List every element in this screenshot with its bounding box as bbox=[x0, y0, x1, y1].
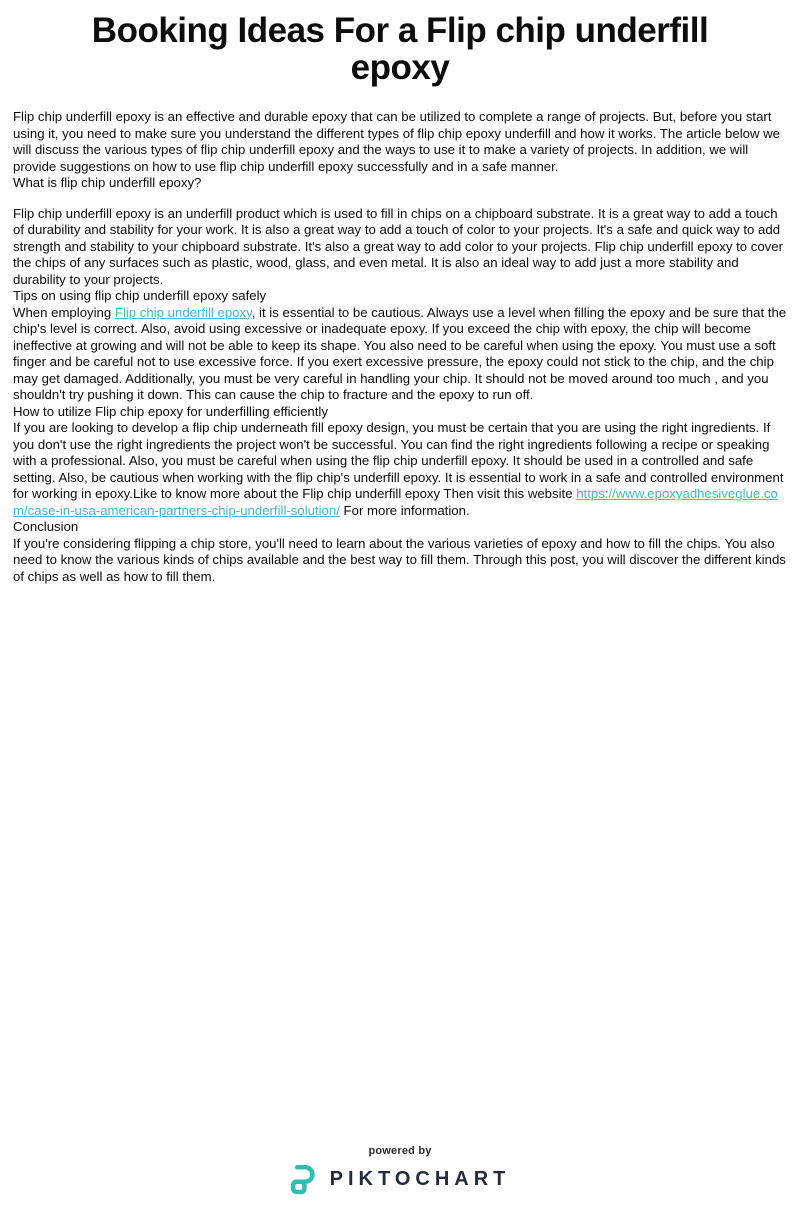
article-body bbox=[0, 109, 800, 585]
heading-tips: Tips on using flip chip underfill epoxy safely bbox=[13, 288, 267, 303]
piktochart-wordmark: PIKTOCHART bbox=[329, 1167, 511, 1190]
heading-conclusion: Conclusion bbox=[13, 519, 79, 534]
tips-text-after-link: , it is essential to be cautious. Always use a level when filling the epoxy and be sure that the chip's level is correct. Also, avoid using excessive or inadequate epoxy. If you exceed the chip with epoxy, the chip will become ineffective at growing and will not be able to keep its shape. You also need to be careful when using the epoxy. You must use a soft finger and be careful not to use excessive force. If you exert excessive pressure, the epoxy could not stick to the chip, and the chip may get damaged. Additionally, you must be very careful in handling your chip. It should not be moved around too much , and you shouldn't try pushing it down. This can cause the chip to fracture and the epoxy to run off. bbox=[13, 304, 787, 402]
flip-chip-underfill-epoxy-link[interactable]: Flip chip underfill epoxy bbox=[114, 304, 252, 320]
conclusion-paragraph: If you're considering flipping a chip store, you'll need to learn about the various varieties of epoxy and how to fill the chips. You also need to know the various kinds of chips available and the best way to fill them. Through this post, you will discover the different kinds of chips as well as how to fill them. bbox=[13, 535, 786, 584]
piktochart-logo[interactable] bbox=[0, 1163, 800, 1195]
epoxy-website-link[interactable]: https://www.epoxyadhesiveglue.com/case-in-usa-american-partners-chip-underfill-solution/ bbox=[13, 486, 778, 518]
intro-paragraph: Flip chip underfill epoxy is an effective and durable epoxy that can be utilized to complete a range of projects. But, before you start using it, you need to make sure you understand the different types of flip chip epoxy underfill and how it works. The article below we will discuss the various types of flip chip underfill epoxy and the ways to use it to make a variety of projects. In addition, we will provide suggestions on how to use flip chip underfill epoxy successfully and in a safe manner. bbox=[13, 109, 781, 174]
how-text-after-link: For more information. bbox=[339, 502, 470, 518]
powered-by-label: powered by bbox=[368, 1145, 432, 1157]
page-title: Booking Ideas For a Flip chip underfill epoxy bbox=[91, 11, 709, 87]
heading-what-is: What is flip chip underfill epoxy? bbox=[13, 175, 202, 190]
tips-paragraph bbox=[13, 305, 787, 404]
what-is-paragraph: Flip chip underfill epoxy is an underfill product which is used to fill in chips on a chipboard substrate. It is a great way to add a touch of durability and stability for your work. It is also a great way to add a touch of color to your projects. It's a safe and quick way to add strength and stability to your chipboard substrate. It's also a great way to add color to your projects. Flip chip underfill epoxy to cover the chips of any surfaces such as plastic, wood, glass, and even metal. It is also an ideal way to add just a more stability and durability to your projects. bbox=[13, 205, 783, 287]
piktochart-p-icon bbox=[290, 1163, 317, 1195]
powered-by-footer bbox=[0, 1145, 800, 1195]
how-text-before-link: If you are looking to develop a flip chip underneath fill epoxy design, you must be certain that you are using the right ingredients. If you don't use the right ingredients the project won't be successful. You can find the right ingredients following a recipe or speaking with a professional. Also, you must be careful when using the flip chip underfill epoxy. It should be used in a controlled and safe setting. Also, be cautious when working with the flip chip's underfill epoxy. It is essential to work in a safe and controlled environment for working in epoxy.Like to know more about the Flip chip underfill epoxy Then visit this website bbox=[13, 420, 784, 501]
how-to-paragraph bbox=[13, 420, 787, 519]
tips-text-before-link: When employing bbox=[13, 304, 115, 320]
heading-how-to-utilize: How to utilize Flip chip epoxy for underfilling efficiently bbox=[13, 403, 328, 419]
